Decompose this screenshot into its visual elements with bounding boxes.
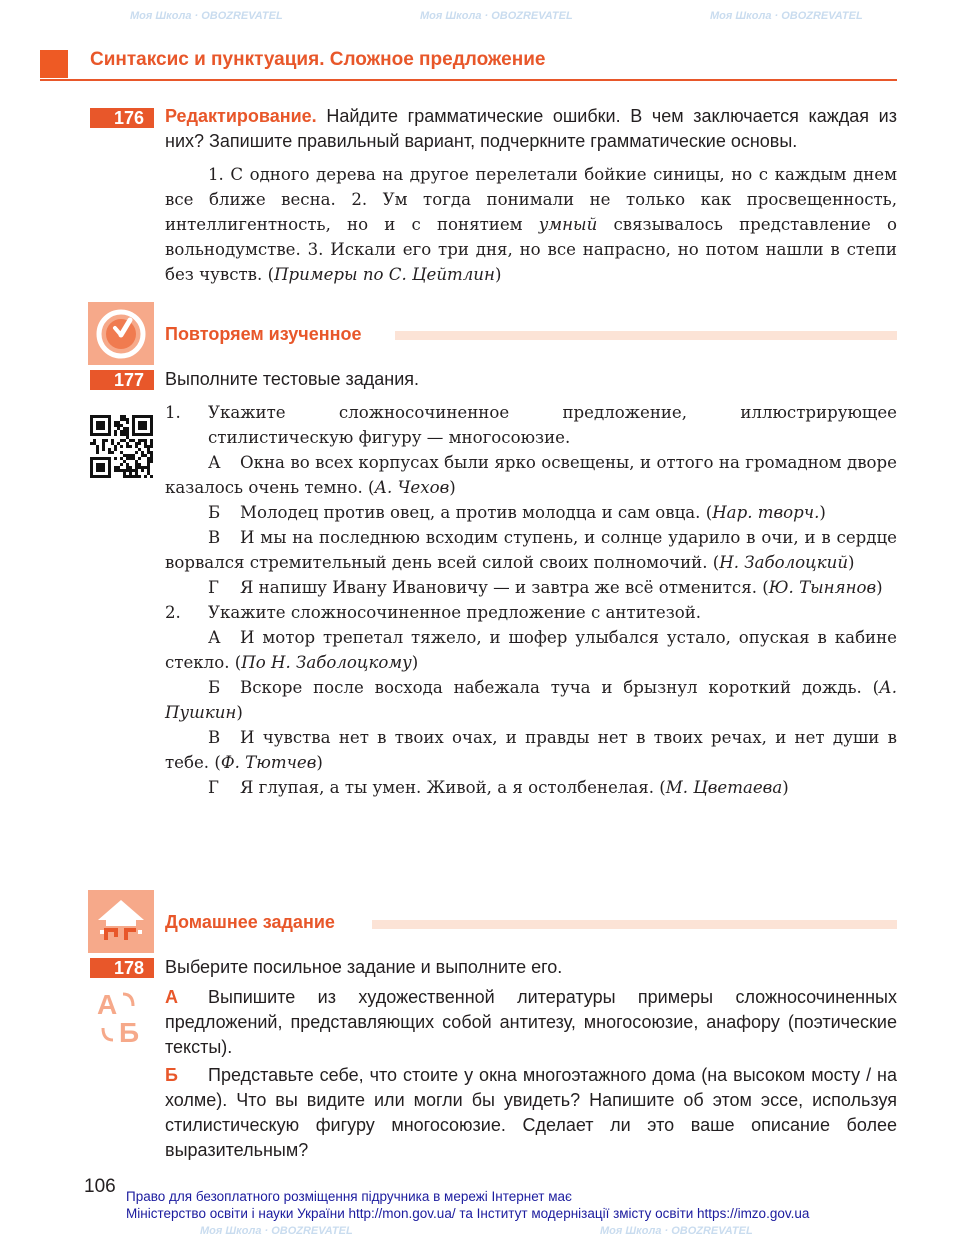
option-letter: Б [208, 678, 221, 697]
license-notice [126, 1188, 809, 1222]
text-segment: Окна во всех корпусах были ярко освещены, и оттого на громадном дворе казалось очень темно. ( [165, 453, 897, 497]
question-text: Укажите сложносочиненное предложение, иллюстрирующее стилистическую фигуру — многосоюзие. [208, 403, 897, 447]
answer-option [165, 525, 897, 575]
exercise-178-tasks [165, 985, 897, 1163]
text-segment: И мотор трепетал тяжело, и шофер улыбался устало, опуская в кабине стекло. ( [165, 628, 897, 672]
text-segment: И чувства нет в твоих очах, и правды нет в твоих речах, и нет души в тебе. ( [165, 728, 897, 772]
option-letter: В [208, 528, 221, 547]
italic-text: М. Цветаева [665, 778, 783, 797]
section-title: Домашнее задание [165, 912, 335, 932]
qr-code-icon[interactable] [90, 415, 153, 478]
question-number: 2. [165, 603, 181, 622]
answer-option [165, 625, 897, 675]
section-title: Повторяем изученное [165, 324, 362, 344]
italic-text: Примеры по С. Цейтлин [274, 265, 495, 284]
question [165, 600, 897, 625]
license-line-1: Право для безоплатного розміщення підручника в мережі Інтернет має [126, 1189, 572, 1204]
section-bar [395, 331, 897, 340]
italic-text: Нар. творч. [712, 503, 820, 522]
italic-text: Ф. Тютчев [220, 753, 317, 772]
instruction-text: Найдите грамматические ошибки. В чем заключается каждая из них? Запишите правильный вариант, подчеркните грамматические основы. [165, 106, 897, 151]
option-letter: В [208, 728, 221, 747]
option-letter: А [208, 453, 221, 472]
answer-option [165, 575, 897, 600]
italic-text: А. Чехов [374, 478, 450, 497]
option-letter: Г [208, 778, 219, 797]
watermark: Моя Школа · OBOZREVATEL [420, 10, 573, 22]
answer-option [165, 725, 897, 775]
exercise-176-instruction [165, 104, 897, 154]
question-number: 1. [165, 403, 181, 422]
italic-text: Ю. Тынянов [768, 578, 877, 597]
chapter-marker [40, 50, 68, 78]
task-letter: Б [165, 1065, 178, 1085]
chapter-title: Синтаксис и пунктуация. Сложное предложение [90, 49, 546, 70]
section-bar [372, 920, 897, 929]
text-segment: 1. С одного дерева на другое перелетали бойкие синицы, но с каждым днем все ближе весна. 2. Ум тогда понимали не только как просвещенность, интеллигентность, но и с понятием [165, 165, 897, 234]
exercise-176-text [165, 162, 897, 287]
option-text [240, 578, 883, 597]
italic-text: По Н. Заболоцкому [241, 653, 412, 672]
option-text [240, 503, 826, 522]
question [165, 400, 897, 450]
exercise-number-badge: 178 [90, 958, 154, 978]
text-segment: ) [876, 578, 883, 597]
exercise-number-badge: 176 [90, 108, 154, 128]
task-text: Представьте себе, что стоите у окна многоэтажного дома (на высоком мосту / на холме). Что вы видите или могли бы увидеть? Напишите об этом эссе, используя стилистическую фигуру многосоюзие. Сделает ли это ваше описание более выразительным? [165, 1065, 897, 1160]
task-letter: А [165, 987, 178, 1007]
text-segment: ) [411, 653, 419, 672]
answer-option [165, 675, 897, 725]
text-segment: ) [782, 778, 789, 797]
exercise-178-instruction: Выберите посильное задание и выполните его. [165, 957, 563, 977]
text-segment: ) [449, 478, 456, 497]
option-text [165, 453, 897, 497]
answer-option [165, 450, 897, 500]
text-segment: Я напишу Ивану Ивановичу — и завтра же всё отменится. ( [240, 578, 769, 597]
answer-option [165, 500, 897, 525]
option-text [165, 528, 897, 572]
header-divider [40, 79, 897, 81]
option-letter: Б [208, 503, 221, 522]
option-text [165, 678, 897, 722]
page-number: 106 [84, 1176, 116, 1197]
text-segment: ) [819, 503, 826, 522]
text-segment: связывалось представление о вольнодумстве. 3. Искали его три дня, но все напрасно, но потом нашли в степи без чувств. ( [165, 215, 898, 284]
option-text [240, 778, 789, 797]
watermark: Моя Школа · OBOZREVATEL [130, 10, 283, 22]
text-segment: ) [494, 265, 502, 284]
text-segment: Я глупая, а ты умен. Живой, а я остолбенелая. ( [240, 778, 666, 797]
svg-text:А: А [97, 989, 118, 1020]
italic-text: А. Пушкин [165, 678, 897, 722]
answer-option [165, 775, 897, 800]
watermark: Моя Школа · OBOZREVATEL [200, 1225, 353, 1237]
clock-icon [88, 302, 154, 365]
exercise-number-badge: 177 [90, 370, 154, 390]
text-segment: Вскоре после восхода набежала туча и брызнул короткий дождь. ( [240, 678, 880, 697]
text-segment: И мы на последнюю всходим ступень, и солнце ударило в очи, и в сердце ворвался стремительный день всей силой своих полномочий. ( [165, 528, 897, 572]
svg-text:Б: Б [119, 1017, 140, 1046]
option-text [165, 628, 897, 672]
italic-text: умный [538, 215, 598, 234]
text-segment: ) [848, 553, 855, 572]
exercise-177-instruction: Выполните тестовые задания. [165, 369, 419, 389]
task-b [165, 1063, 897, 1163]
exercise-title: Редактирование. [165, 106, 317, 126]
text-segment: ) [316, 753, 323, 772]
task-a [165, 985, 897, 1060]
option-text [165, 728, 897, 772]
text-segment: Молодец против овец, а против молодца и сам овца. ( [240, 503, 713, 522]
question-text: Укажите сложносочиненное предложение с антитезой. [208, 603, 702, 622]
watermark: Моя Школа · OBOZREVATEL [600, 1225, 753, 1237]
exercise-177-questions [165, 400, 897, 800]
option-letter: А [208, 628, 221, 647]
italic-text: Н. Заболоцкий [719, 553, 849, 572]
task-text: Выпишите из художественной литературы примеры сложносочиненных предложений, представляющих собой антитезу, многосоюзие, анафору (поэтические тексты). [165, 987, 897, 1057]
license-line-2[interactable]: Міністерство освіти і науки України http://mon.gov.ua/ та Інститут модернізації змісту освіти https://imzo.gov.ua [126, 1206, 810, 1221]
letters-ab-icon [95, 988, 150, 1046]
watermark: Моя Школа · OBOZREVATEL [710, 10, 863, 22]
house-icon [88, 890, 154, 953]
text-segment: ) [236, 703, 243, 722]
option-letter: Г [208, 578, 219, 597]
